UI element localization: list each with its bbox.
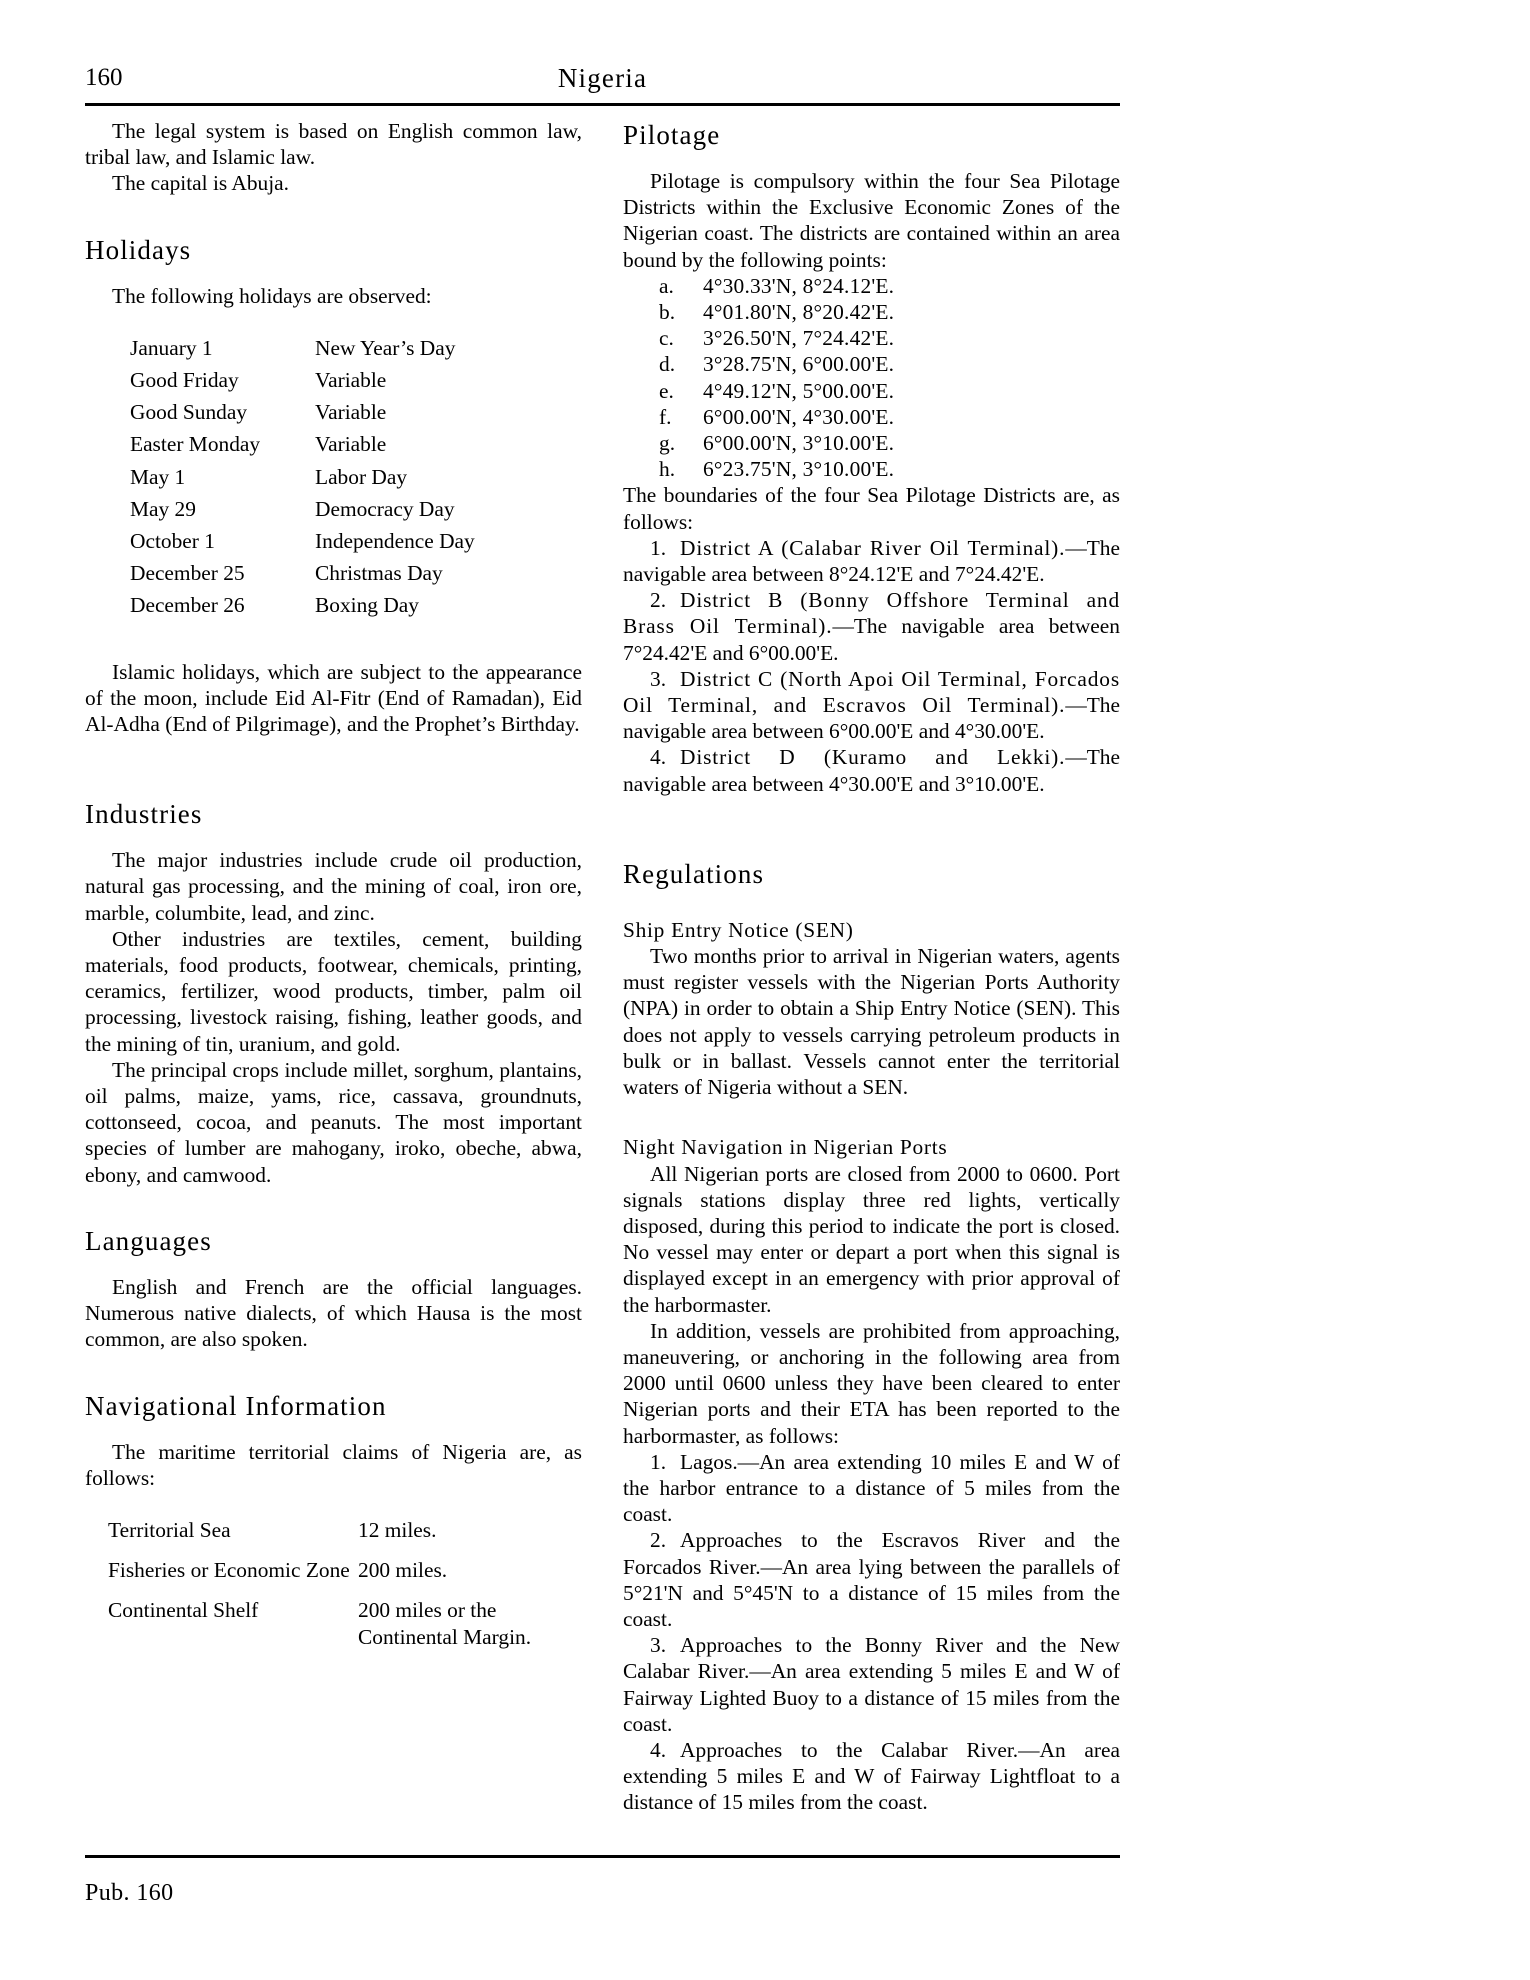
district-title: District A (Calabar River Oil Terminal). — [680, 535, 1066, 560]
spacer — [85, 737, 582, 797]
area-number: 2. — [650, 1528, 667, 1553]
table-row — [85, 431, 582, 463]
holiday-date: October 1 — [130, 529, 215, 554]
holidays-lead-text: The following holidays are observed: — [112, 283, 432, 308]
holiday-date: Good Friday — [130, 368, 239, 393]
spacer — [85, 625, 582, 659]
islamic-holidays-note: Islamic holidays, which are subject to the appearance of the moon, include Eid Al-Fitr (End of Ramadan), Eid Al-Adha (End of Pilgrimage), and the Prophet’s Birthday. — [85, 659, 582, 737]
industries-paragraph-1: The major industries include crude oil production, natural gas processing, and the mining of coal, iron ore, marble, columbite, lead, and zinc. — [85, 848, 582, 925]
list-item — [623, 404, 1120, 430]
page-number: 160 — [85, 64, 123, 91]
district-text: —The navigable area between 7°24.42'E and 6°00.00'E. — [623, 614, 1120, 665]
point-label: g. — [659, 431, 676, 456]
district-entry — [623, 535, 1120, 587]
holiday-name: New Year’s Day — [315, 335, 456, 360]
pilotage-boundaries-lead: The boundaries of the four Sea Pilotage Districts are, as follows: — [623, 483, 1120, 534]
spacer — [623, 891, 1120, 917]
area-title: Approaches to the Escravos River and the Forcados River. — [623, 1528, 1120, 1579]
claim-value: 200 miles or the Continental Margin. — [358, 1598, 532, 1649]
claim-term: Fisheries or Economic Zone — [108, 1558, 350, 1583]
holiday-date: January 1 — [130, 335, 213, 360]
restricted-area-entry — [623, 1527, 1120, 1632]
left-column — [85, 118, 582, 1664]
spacer — [623, 152, 1120, 168]
holiday-date: Easter Monday — [130, 432, 261, 457]
area-text: —An area lying between the parallels of 5°21'N and 5°45'N to a distance of 15 miles from the coast. — [623, 1554, 1120, 1631]
spacer — [85, 831, 582, 847]
section-heading-industries: Industries — [85, 799, 203, 830]
holiday-name: Variable — [315, 400, 387, 425]
district-text: —The navigable area between 6°00.00'E and 4°30.00'E. — [623, 693, 1120, 744]
area-number: 3. — [650, 1633, 667, 1658]
area-number: 1. — [650, 1449, 667, 1474]
table-row — [85, 367, 582, 399]
restricted-area-entry — [623, 1632, 1120, 1737]
holiday-date: May 1 — [130, 464, 186, 489]
point-label: h. — [659, 457, 676, 482]
point-coordinates: 4°49.12'N, 5°00.00'E. — [703, 378, 895, 403]
district-number: 3. — [650, 666, 667, 691]
point-coordinates: 3°26.50'N, 7°24.42'E. — [703, 326, 895, 351]
holiday-date: December 25 — [130, 561, 245, 586]
section-heading-regulations: Regulations — [623, 858, 765, 889]
district-number: 4. — [650, 745, 667, 770]
spacer — [85, 267, 582, 283]
spacer — [85, 1491, 582, 1517]
spacer — [623, 1100, 1120, 1134]
holiday-name: Independence Day — [315, 529, 475, 554]
area-text: —An area extending 10 miles E and W of the harbor entrance to a distance of 5 miles from the coast. — [623, 1449, 1120, 1527]
claim-term: Continental Shelf — [108, 1598, 259, 1623]
table-row — [85, 399, 582, 431]
footer-rule — [85, 1855, 1120, 1858]
district-title: District C (North Apoi Oil Terminal, Forcados Oil Terminal, and Escravos Oil Terminal). — [623, 666, 1120, 718]
point-label: e. — [659, 378, 674, 403]
subsection-heading-night-navigation: Night Navigation in Nigerian Ports — [623, 1135, 948, 1160]
holidays-table — [85, 335, 582, 625]
area-number: 4. — [650, 1737, 667, 1762]
intro-paragraph-2: The capital is Abuja. — [112, 171, 290, 196]
table-row — [85, 560, 582, 592]
languages-paragraph-1: English and French are the official languages. Numerous native dialects, of which Hausa is the most common, are also spoken. — [85, 1274, 582, 1352]
area-title: Approaches to the Calabar River. — [680, 1737, 1019, 1762]
point-label: b. — [659, 300, 676, 325]
industries-paragraph-3: The principal crops include millet, sorghum, plantains, oil palms, maize, yams, rice, cassava, groundnuts, cottonseed, cocoa, and peanuts. The most important species of lumber are mahogany, iroko, obeche, abwa, ebony, and camwood. — [85, 1057, 582, 1187]
point-label: f. — [659, 404, 672, 429]
table-row — [85, 335, 582, 367]
spacer — [85, 1188, 582, 1224]
holiday-name: Variable — [315, 368, 387, 393]
point-coordinates: 3°28.75'N, 6°00.00'E. — [703, 352, 895, 377]
district-number: 1. — [650, 535, 667, 560]
district-text: —The navigable area between 8°24.12'E and 7°24.42'E. — [623, 535, 1120, 587]
point-coordinates: 6°00.00'N, 3°10.00'E. — [703, 431, 895, 456]
claim-term: Territorial Sea — [108, 1517, 231, 1542]
list-item — [623, 273, 1120, 299]
list-item — [623, 378, 1120, 404]
industries-paragraph-2: Other industries are textiles, cement, building materials, food products, footwear, chemicals, printing, ceramics, fertilizer, wood products, timber, palm oil processing, livestock raising, fishing, leather goods, and the mining of tin, uranium, and gold. — [85, 926, 582, 1056]
section-heading-pilotage: Pilotage — [623, 120, 721, 150]
table-row — [85, 1517, 582, 1557]
pilotage-paragraph-1: Pilotage is compulsory within the four Sea Pilotage Districts within the Exclusive Economic Zones of the Nigerian coast. The districts are contained within an area bound by the following points: — [623, 169, 1120, 272]
claim-value: 200 miles. — [358, 1558, 448, 1583]
spacer — [623, 797, 1120, 857]
holiday-date: Good Sunday — [130, 400, 248, 425]
subsection-heading-ship-entry-notice: Ship Entry Notice (SEN) — [623, 917, 854, 942]
district-number: 2. — [650, 588, 667, 613]
table-row — [85, 1557, 582, 1597]
table-row — [85, 496, 582, 528]
point-label: a. — [659, 273, 674, 298]
sen-paragraph-1: Two months prior to arrival in Nigerian waters, agents must register vessels with the Nigerian Ports Authority (NPA) in order to obtain a Ship Entry Notice (SEN). This does not apply to vessels carrying petroleum products in bulk or in ballast. Vessels cannot enter the territorial waters of Nigeria without a SEN. — [623, 944, 1120, 1100]
area-text: —An area extending 5 miles E and W of Fairway Lighted Buoy to a distance of 15 miles from the coast. — [623, 1659, 1120, 1736]
district-title: District D (Kuramo and Lekki). — [680, 745, 1066, 770]
holiday-name: Variable — [315, 432, 387, 457]
holiday-name: Democracy Day — [315, 496, 455, 521]
pilotage-points-list — [623, 273, 1120, 483]
section-heading-holidays: Holidays — [85, 234, 192, 265]
point-label: d. — [659, 352, 676, 377]
holiday-date: May 29 — [130, 496, 196, 521]
table-row — [85, 528, 582, 560]
holiday-name: Boxing Day — [315, 593, 419, 618]
holiday-name: Christmas Day — [315, 561, 443, 586]
intro-paragraph-1: The legal system is based on English common law, tribal law, and Islamic law. — [85, 119, 582, 170]
table-row — [85, 464, 582, 496]
spacer — [85, 197, 582, 233]
list-item — [623, 325, 1120, 351]
maritime-claims-table — [85, 1517, 582, 1664]
holiday-date: December 26 — [130, 593, 245, 618]
district-entry — [623, 744, 1120, 796]
spacer — [85, 1423, 582, 1439]
point-label: c. — [659, 326, 674, 351]
list-item — [623, 351, 1120, 377]
point-coordinates: 6°23.75'N, 3°10.00'E. — [703, 457, 895, 482]
section-heading-navigational-information: Navigational Information — [85, 1390, 387, 1421]
district-entry — [623, 587, 1120, 666]
table-row — [85, 592, 582, 624]
section-heading-languages: Languages — [85, 1225, 212, 1256]
night-navigation-paragraph-2: In addition, vessels are prohibited from approaching, maneuvering, or anchoring in the following area from 2000 until 0600 unless they have been cleared to enter Nigerian ports and their ETA has been reported to the harbormaster, as follows: — [623, 1318, 1120, 1448]
spacer — [85, 309, 582, 335]
district-entry — [623, 666, 1120, 745]
restricted-area-entry — [623, 1449, 1120, 1528]
publication-footer: Pub. 160 — [85, 1880, 174, 1906]
spacer — [85, 1353, 582, 1389]
running-head — [85, 62, 1120, 98]
page-title: Nigeria — [557, 63, 648, 93]
point-coordinates: 4°30.33'N, 8°24.12'E. — [703, 273, 895, 298]
claim-value: 12 miles. — [358, 1517, 437, 1542]
point-coordinates: 4°01.80'N, 8°20.42'E. — [703, 300, 895, 325]
district-text: —The navigable area between 4°30.00'E and 3°10.00'E. — [623, 745, 1120, 796]
holiday-name: Labor Day — [315, 464, 408, 489]
header-rule — [85, 103, 1120, 106]
area-title: Lagos. — [680, 1449, 738, 1474]
point-coordinates: 6°00.00'N, 4°30.00'E. — [703, 404, 895, 429]
list-item — [623, 299, 1120, 325]
night-navigation-paragraph-1: All Nigerian ports are closed from 2000 to 0600. Port signals stations display three red lights, vertically disposed, during this period to indicate the port is closed. No vessel may enter or depart a port when this signal is displayed except in an emergency with prior approval of the harbormaster. — [623, 1161, 1120, 1317]
list-item — [623, 456, 1120, 482]
table-row — [85, 1597, 582, 1663]
area-title: Approaches to the Bonny River and the New Calabar River. — [623, 1633, 1120, 1684]
list-item — [623, 430, 1120, 456]
district-title: District B (Bonny Offshore Terminal and Brass Oil Terminal). — [623, 588, 1120, 639]
area-text: —An area extending 5 miles E and W of Fairway Lightfloat to a distance of 15 miles from the coast. — [623, 1737, 1120, 1815]
maritime-claims-lead-text: The maritime territorial claims of Nigeria are, as follows: — [85, 1439, 582, 1490]
restricted-area-entry — [623, 1737, 1120, 1816]
right-column — [623, 118, 1120, 1816]
spacer — [85, 1258, 582, 1274]
